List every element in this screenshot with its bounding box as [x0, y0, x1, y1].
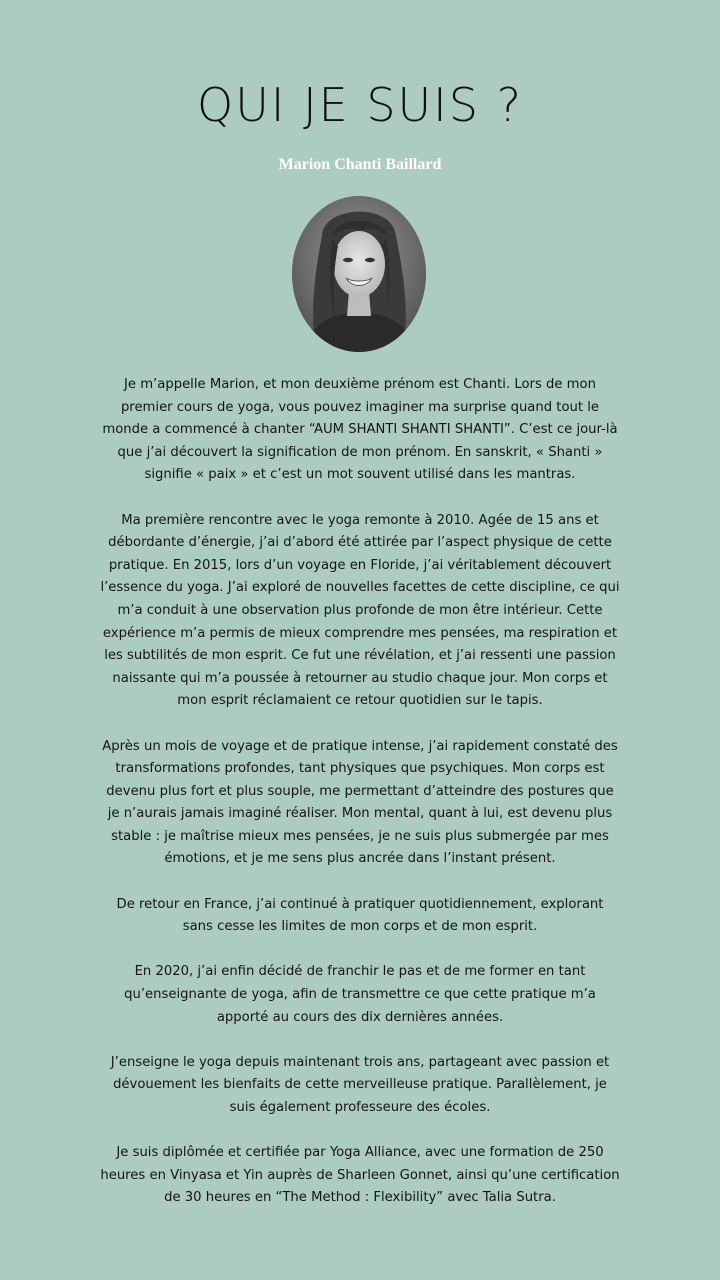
- bio-paragraph: Après un mois de voyage et de pratique intense, j’ai rapidement constaté des transformations profondes, tant physiques que psychiques. Mon corps est devenu plus fort et plus souple, me permettant d’atteindre des postures que je n’aurais jamais imaginé réaliser. Mon mental, quant à lui, est devenu plus stable : je maîtrise mieux mes pensées, je ne suis plus submergée par mes émotions, et je me sens plus ancrée dans l’instant présent.: [102, 738, 618, 867]
- bio-paragraph: Je m’appelle Marion, et mon deuxième prénom est Chanti. Lors de mon premier cours de yoga, vous pouvez imaginer ma surprise quand tout le monde a commencé à chanter “AUM SHANTI SHANTI SHANTI”. C’est ce jour-là que j’ai découvert la signification de mon prénom. En sanskrit, « Shanti » signifie « paix » et c’est un mot souvent utilisé dans les mantras.: [102, 377, 618, 483]
- page-title: QUI JE SUIS ?: [197, 78, 523, 132]
- bio-paragraph: Je suis diplômée et certifiée par Yoga Alliance, avec une formation de 250 heures en Vinyasa et Yin auprès de Sharleen Gonnet, ainsi qu’une certification de 30 heures en “The Method : Flexibility” avec Talia Sutra.: [100, 1145, 620, 1206]
- bio-paragraph: De retour en France, j’ai continué à pratiquer quotidiennement, explorant sans cesse les limites de mon corps et de mon esprit.: [116, 896, 604, 935]
- bio-paragraph: En 2020, j’ai enfin décidé de franchir le pas et de me former en tant qu’enseignante de yoga, afin de transmettre ce que cette pratique m’a apporté au cours des dix dernières années.: [124, 964, 596, 1025]
- author-name: Marion Chanti Baillard: [278, 156, 442, 173]
- portrait-photo: [292, 196, 426, 352]
- bio-paragraph: J’enseigne le yoga depuis maintenant trois ans, partageant avec passion et dévouement les bienfaits de cette merveilleuse pratique. Parallèlement, je suis également professeure des écoles.: [110, 1054, 610, 1115]
- bio-text: [100, 374, 620, 1233]
- bio-paragraph: Ma première rencontre avec le yoga remonte à 2010. Agée de 15 ans et débordante d’énergie, j’ai d’abord été attirée par l’aspect physique de cette pratique. En 2015, lors d’un voyage en Floride, j’ai véritablement découvert l’essence du yoga. J’ai exploré de nouvelles facettes de cette discipline, ce qui m’a conduit à une observation plus profonde de mon être intérieur. Cette expérience m’a permis de mieux comprendre mes pensées, ma respiration et les subtilités de mon esprit. Ce fut une révélation, et j’ai ressenti une passion naissante qui m’a poussée à retourner au studio chaque jour. Mon corps et mon esprit réclamaient ce retour quotidien sur le tapis.: [100, 512, 620, 709]
